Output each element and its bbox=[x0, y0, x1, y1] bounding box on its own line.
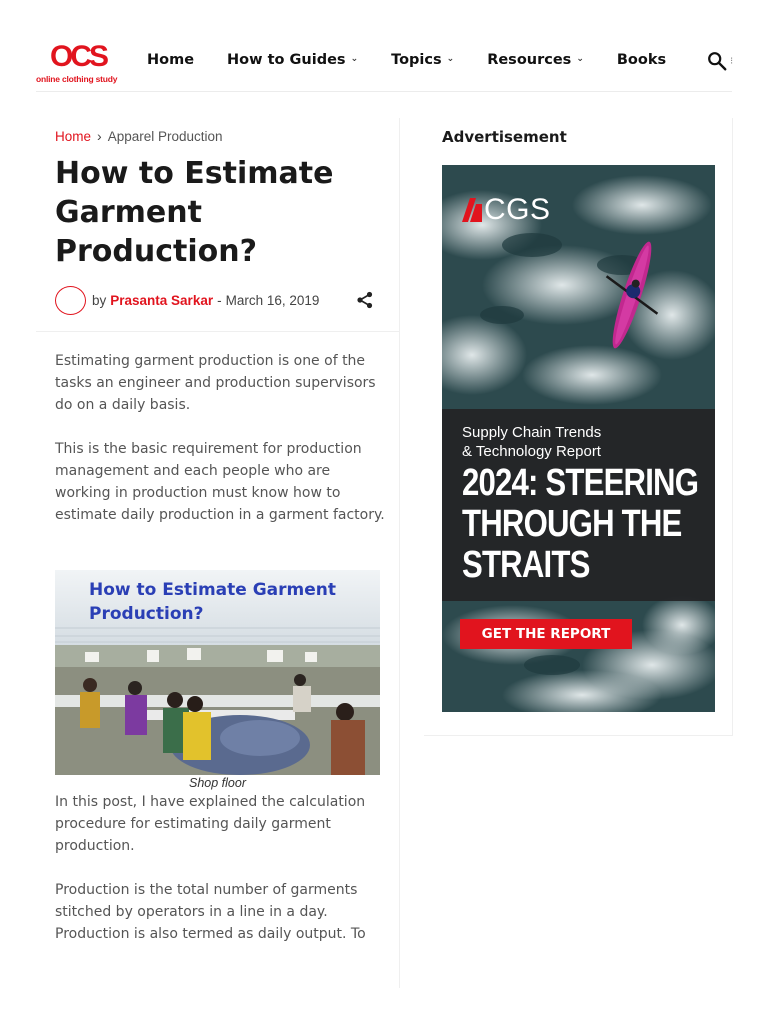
share-icon[interactable] bbox=[355, 290, 375, 310]
ad-brand-name: CGS bbox=[484, 193, 551, 226]
figure-overlay-title: How to Estimate Garment Production? bbox=[89, 580, 336, 624]
nav-item-home[interactable] bbox=[147, 52, 194, 68]
nav-item-books[interactable] bbox=[617, 52, 666, 68]
nav-item-label: Topics bbox=[391, 52, 442, 68]
figure-caption: Shop floor bbox=[189, 776, 246, 790]
author-link[interactable]: Prasanta Sarkar bbox=[110, 292, 214, 308]
advertisement-label: Advertisement bbox=[442, 128, 567, 146]
ad-text-panel bbox=[442, 409, 715, 601]
ad-subtitle-line: & Technology Report bbox=[462, 443, 601, 460]
nav-item-label: Home bbox=[147, 52, 195, 68]
nav-item-label: Books bbox=[616, 52, 667, 68]
site-logo[interactable] bbox=[36, 42, 126, 86]
breadcrumb-home-link[interactable]: Home bbox=[55, 128, 92, 144]
nav-item-label: Resources bbox=[487, 52, 572, 68]
sidebar bbox=[424, 118, 733, 736]
breadcrumb bbox=[55, 128, 223, 144]
search-icon[interactable] bbox=[706, 50, 728, 72]
nav-more-indicator: ⁝ bbox=[730, 56, 734, 67]
chevron-down-icon: ⌄ bbox=[576, 54, 584, 64]
nav-item-topics[interactable] bbox=[391, 52, 454, 68]
article-paragraph: Production is the total number of garments stitched by operators in a line in a day. Production is also termed as daily output. To bbox=[55, 882, 366, 942]
ad-headline-line: STRAITS bbox=[462, 544, 590, 586]
logo-mark: OCS bbox=[50, 40, 107, 73]
site-header bbox=[36, 36, 732, 92]
ad-subtitle-line: Supply Chain Trends bbox=[462, 424, 602, 441]
chevron-down-icon: ⌄ bbox=[350, 54, 359, 64]
cgs-logo-icon bbox=[462, 198, 482, 222]
article-meta bbox=[55, 286, 385, 314]
logo-text: online clothing study bbox=[36, 74, 118, 84]
ad-headline-line: 2024: STEERING bbox=[462, 462, 699, 504]
ad-headline-line: THROUGH THE bbox=[462, 503, 682, 545]
ad-headline bbox=[462, 462, 699, 586]
byline-prefix: by bbox=[92, 292, 107, 308]
article-column bbox=[36, 118, 400, 988]
article-paragraph: In this post, I have explained the calculation procedure for estimating daily garment production. bbox=[55, 794, 366, 854]
author-avatar[interactable] bbox=[55, 286, 86, 315]
article-paragraph: This is the basic requirement for production management and each people who are working in production must know how to estimate daily production in a garment factory. bbox=[55, 441, 385, 523]
get-the-report-button[interactable]: GET THE REPORT bbox=[460, 619, 632, 649]
nav-item-resources[interactable] bbox=[487, 52, 584, 68]
article-figure-image[interactable] bbox=[55, 570, 380, 775]
nav-item-label: How to Guides bbox=[227, 52, 346, 68]
meta-divider bbox=[36, 331, 400, 332]
chevron-right-icon: › bbox=[97, 128, 102, 144]
breadcrumb-current[interactable]: Apparel Production bbox=[107, 128, 223, 144]
date-separator: - bbox=[217, 292, 222, 308]
advertisement-banner[interactable] bbox=[442, 165, 715, 712]
chevron-down-icon: ⌄ bbox=[446, 54, 455, 64]
nav-item-how-to-guides[interactable] bbox=[227, 52, 358, 68]
article-title: How to Estimate Garment Production? bbox=[55, 156, 334, 269]
publish-date: March 16, 2019 bbox=[225, 292, 320, 308]
main-nav bbox=[147, 36, 702, 84]
ad-subtitle bbox=[462, 423, 601, 461]
ad-brand-logo bbox=[462, 193, 551, 227]
article-paragraph: Estimating garment production is one of the tasks an engineer and production supervisors do on a daily basis. bbox=[55, 353, 376, 413]
